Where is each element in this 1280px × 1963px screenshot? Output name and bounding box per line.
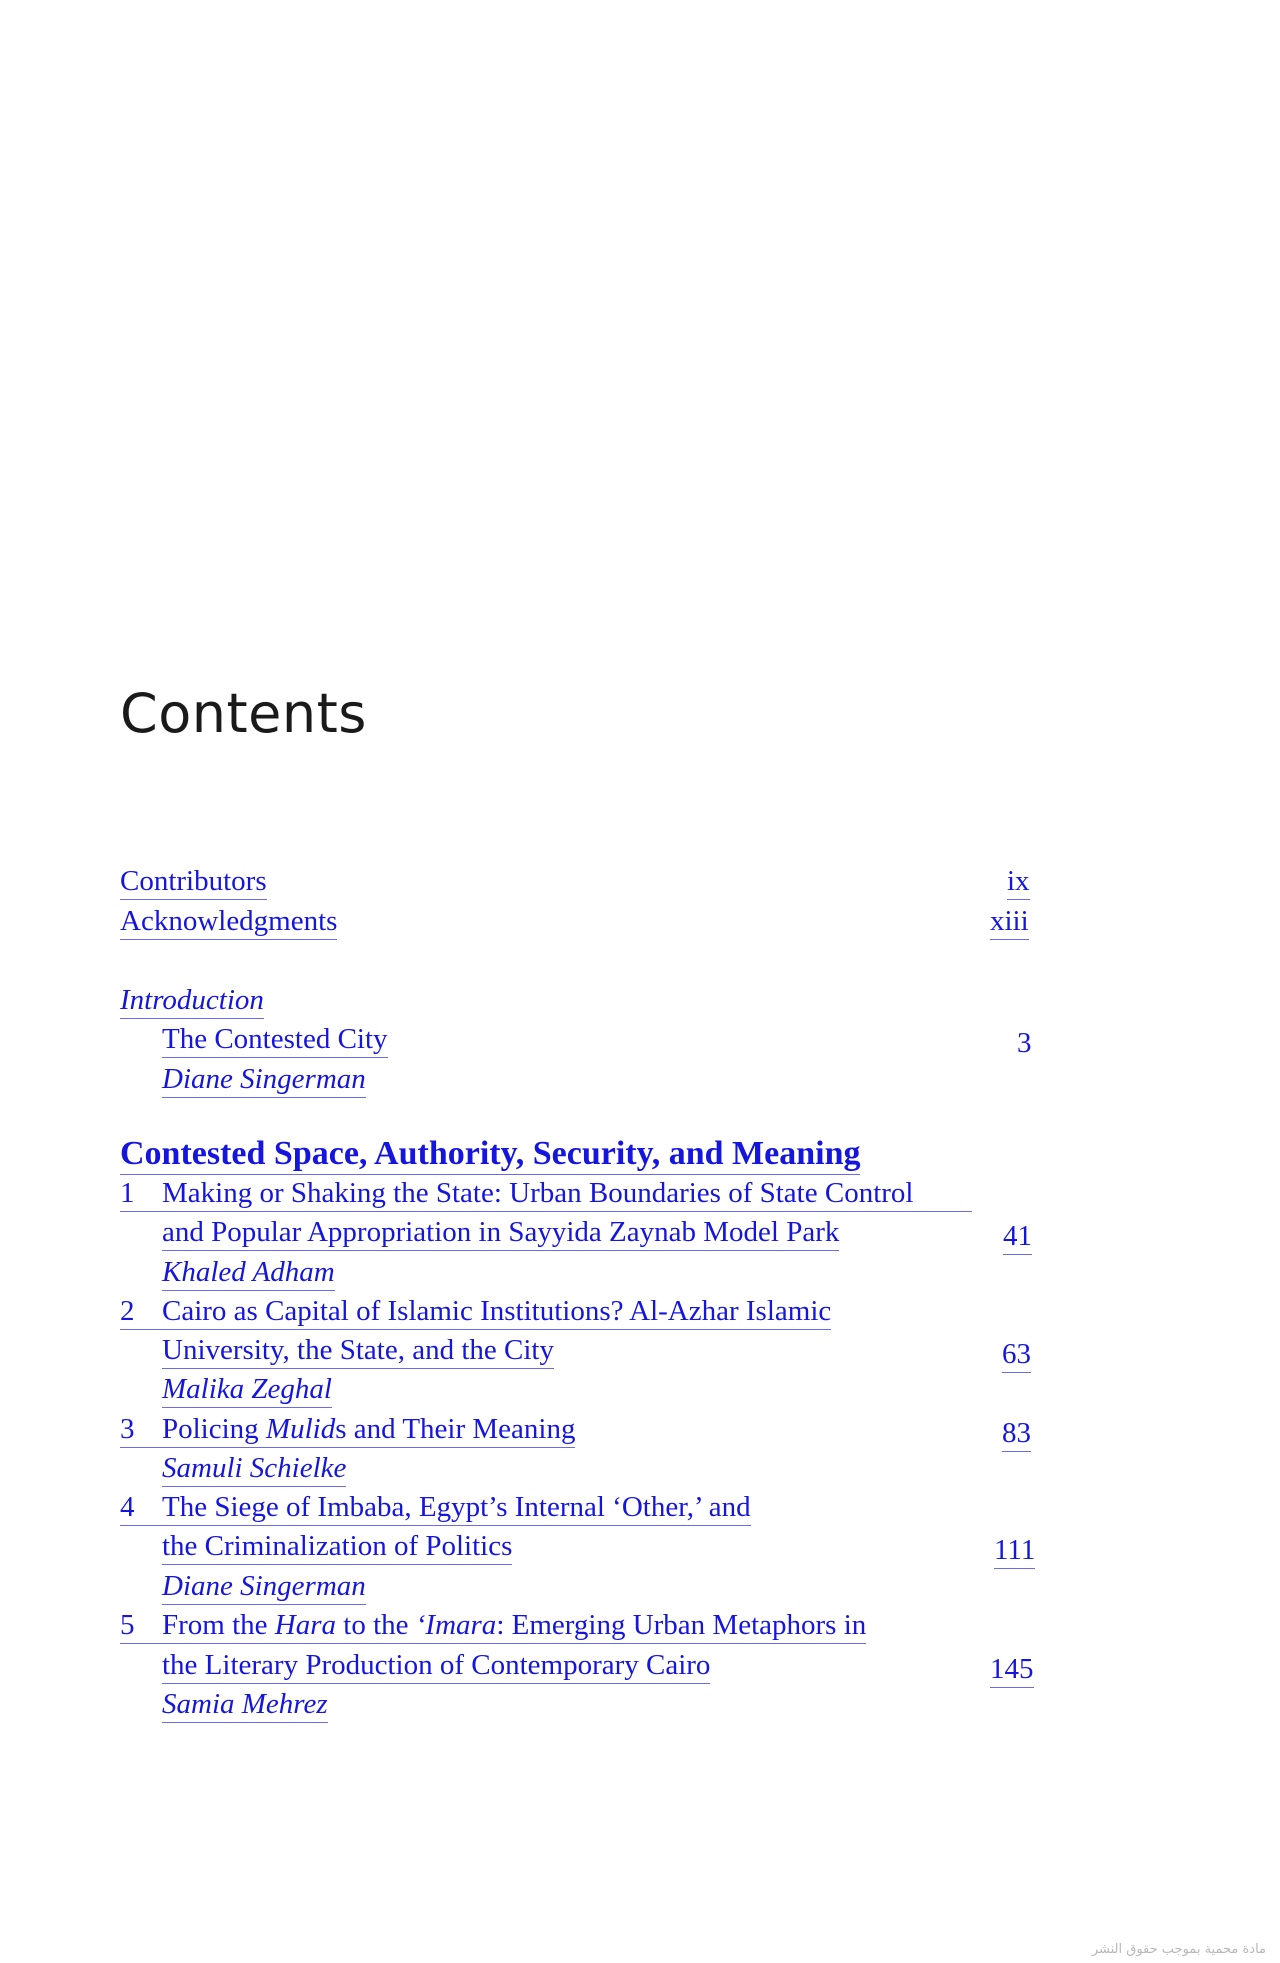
chapter-title-b: Hara xyxy=(274,1609,337,1641)
toc-chapter-2-line1[interactable] xyxy=(120,1294,831,1330)
toc-chapter-1-page[interactable]: 41 xyxy=(1003,1219,1032,1255)
toc-introduction-title[interactable]: The Contested City xyxy=(162,1022,388,1058)
toc-link-acknowledgments[interactable]: Acknowledgments xyxy=(120,904,337,940)
toc-chapter-1-line2[interactable]: and Popular Appropriation in Sayyida Zaynab Model Park xyxy=(162,1215,839,1251)
chapter-number: 1 xyxy=(120,1177,135,1209)
chapter-title: The Siege of Imbaba, Egypt’s Internal ‘Other,’ and xyxy=(162,1491,751,1523)
toc-chapter-4-author[interactable]: Diane Singerman xyxy=(162,1569,366,1605)
toc-chapter-4-line1[interactable] xyxy=(120,1490,751,1526)
chapter-number: 5 xyxy=(120,1609,135,1641)
toc-chapter-4-page[interactable]: 111 xyxy=(994,1533,1035,1569)
chapter-title: Making or Shaking the State: Urban Boundaries of State Control xyxy=(162,1177,914,1209)
toc-part-heading[interactable]: Contested Space, Authority, Security, and Meaning xyxy=(120,1134,860,1175)
toc-introduction-author[interactable]: Diane Singerman xyxy=(162,1062,366,1098)
toc-chapter-5-author[interactable]: Samia Mehrez xyxy=(162,1687,328,1723)
chapter-title-d: ‘Imara xyxy=(415,1609,497,1641)
chapter-title-e: : Emerging Urban Metaphors in xyxy=(496,1609,867,1641)
toc-introduction-heading[interactable]: Introduction xyxy=(120,983,264,1019)
toc-introduction-page: 3 xyxy=(1017,1027,1032,1059)
toc-chapter-1-line1[interactable] xyxy=(120,1176,972,1212)
toc-chapter-3-author[interactable]: Samuli Schielke xyxy=(162,1451,346,1487)
chapter-title-b: Mulid xyxy=(265,1413,336,1445)
chapter-title: Cairo as Capital of Islamic Institutions? Al-Azhar Islamic xyxy=(162,1295,832,1327)
chapter-title-a: Policing xyxy=(162,1413,266,1445)
chapter-number: 4 xyxy=(120,1491,135,1523)
toc-chapter-1-author[interactable]: Khaled Adham xyxy=(162,1255,335,1291)
chapter-number: 2 xyxy=(120,1295,135,1327)
toc-chapter-5-line1[interactable] xyxy=(120,1608,866,1644)
chapter-title-c: s and Their Meaning xyxy=(335,1413,576,1445)
toc-chapter-3-page[interactable]: 83 xyxy=(1002,1416,1031,1452)
toc-page-acknowledgments[interactable]: xiii xyxy=(990,904,1029,940)
toc-page-contributors[interactable]: ix xyxy=(1007,864,1030,900)
chapter-number: 3 xyxy=(120,1413,135,1445)
chapter-title-a: From the xyxy=(162,1609,275,1641)
toc-chapter-3-line1[interactable] xyxy=(120,1412,575,1448)
toc-chapter-2-page[interactable]: 63 xyxy=(1002,1337,1031,1373)
toc-chapter-4-line2[interactable]: the Criminalization of Politics xyxy=(162,1529,512,1565)
chapter-title-c: to the xyxy=(336,1609,416,1641)
copyright-watermark: مادة محمية بموجب حقوق النشر xyxy=(1091,1942,1266,1957)
toc-chapter-2-author[interactable]: Malika Zeghal xyxy=(162,1372,332,1408)
toc-link-contributors[interactable]: Contributors xyxy=(120,864,267,900)
toc-chapter-5-line2[interactable]: the Literary Production of Contemporary Cairo xyxy=(162,1648,710,1684)
page-title: Contents xyxy=(120,682,367,745)
toc-chapter-5-page[interactable]: 145 xyxy=(990,1652,1034,1688)
toc-chapter-2-line2[interactable]: University, the State, and the City xyxy=(162,1333,554,1369)
